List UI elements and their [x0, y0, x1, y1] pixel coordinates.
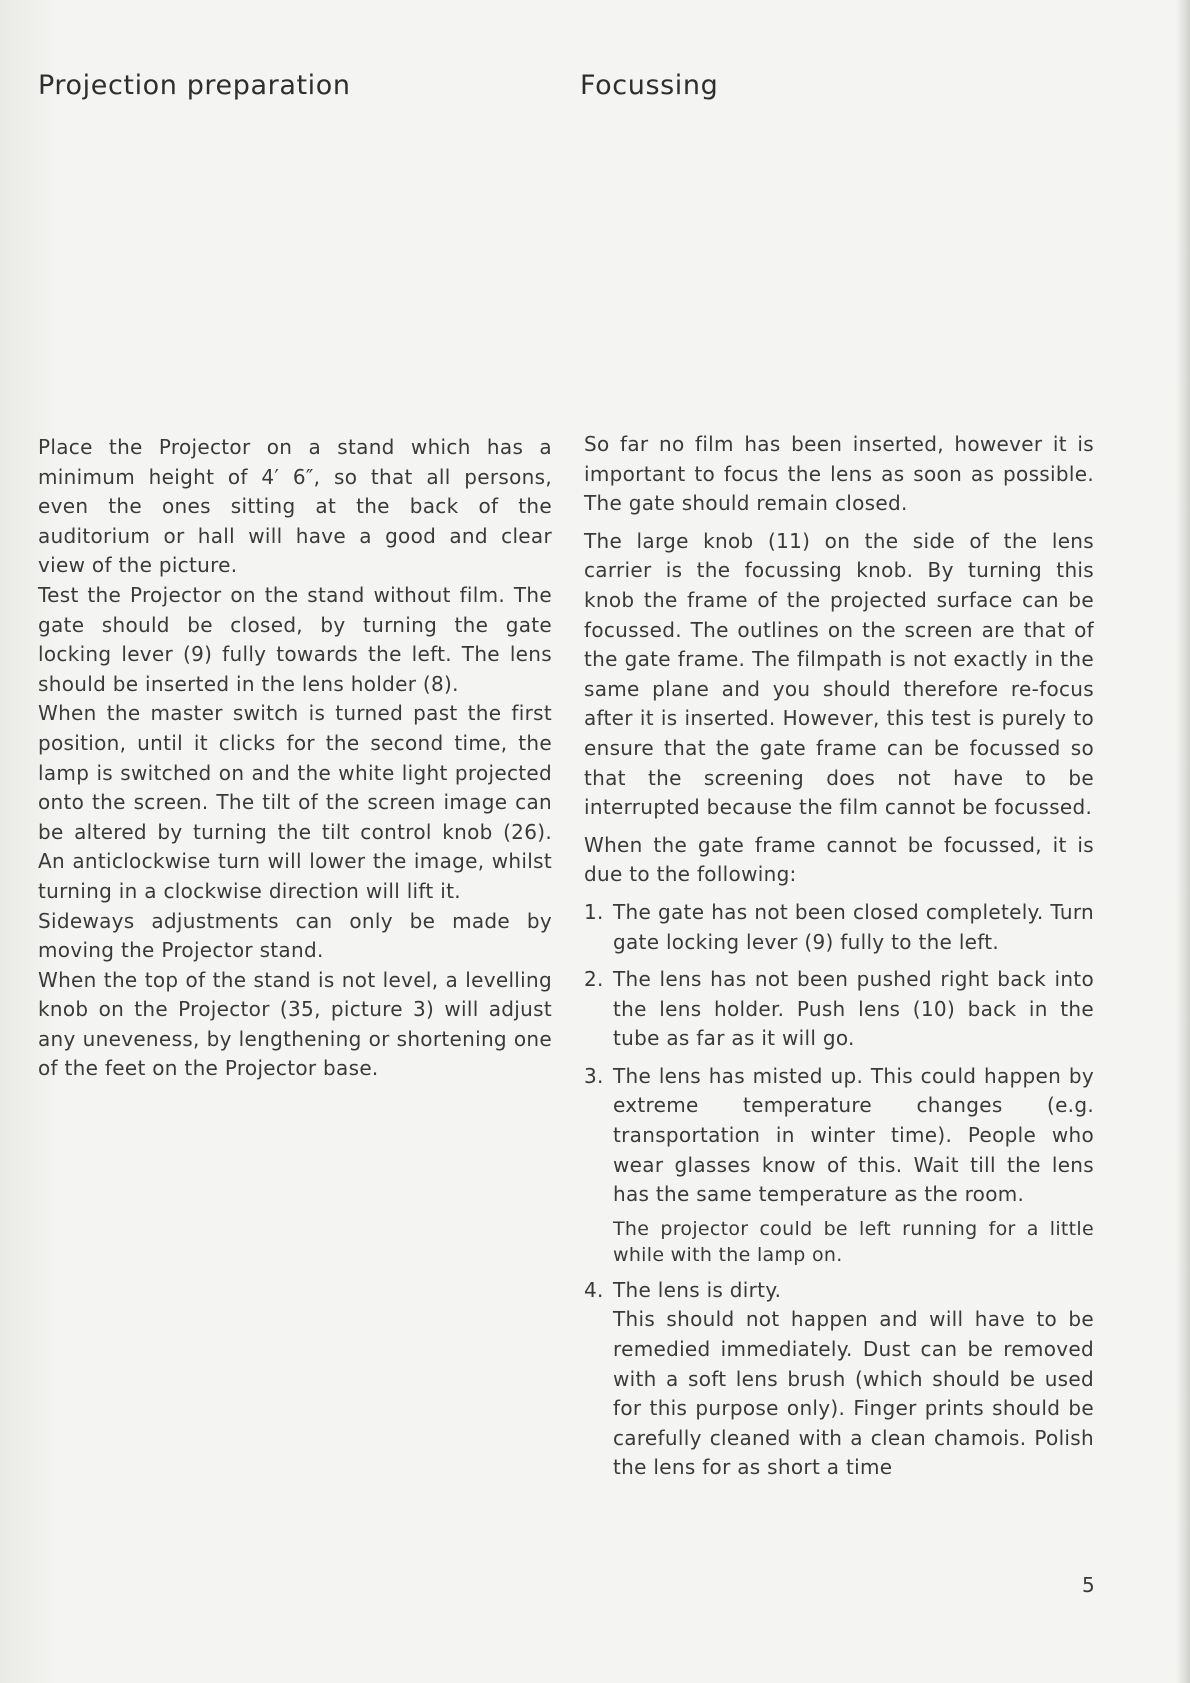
list-item-number: 2.	[584, 967, 604, 992]
list-item	[584, 1276, 1094, 1483]
list-item-text: The gate has not been closed completely. Turn gate locking lever (9) fully to the left.	[613, 899, 1094, 954]
causes-list	[584, 898, 1094, 1483]
paragraph: When the gate frame cannot be focussed, it is due to the following:	[584, 832, 1094, 887]
list-item-note: The projector could be left running for a little while with the lamp on.	[613, 1217, 1094, 1266]
section-heading-projection-preparation: Projection preparation	[38, 70, 351, 101]
paragraph: The large knob (11) on the side of the lens carrier is the focussing knob. By turning this knob the frame of the projected surface can be focussed. The outlines on the screen are that of the gate frame. The filmpath is not exactly in the same plane and you should therefore re-focus after it is inserted. However, this test is purely to ensure that the gate frame can be focussed so that the screening does not have to be interrupted because the film cannot be focussed.	[584, 528, 1094, 820]
list-item	[584, 965, 1094, 1054]
paragraph: Sideways adjustments can only be made by moving the Projector stand.	[38, 908, 552, 963]
list-item	[584, 1062, 1094, 1268]
page-number: 5	[1082, 1573, 1095, 1597]
list-item-text: The lens is dirty.	[613, 1277, 782, 1302]
list-item-number: 1.	[584, 899, 604, 924]
list-item-note: This should not happen and will have to be remedied immediately. Dust can be removed with a soft lens brush (which should be used for this purpose only). Finger prints should be carefully cleaned with a clean chamois. Polish the lens for as short a time	[613, 1307, 1094, 1480]
paragraph: So far no film has been inserted, however it is important to focus the lens as soon as possible. The gate should remain closed.	[584, 432, 1094, 516]
paragraph: Place the Projector on a stand which has a minimum height of 4′ 6″, so that all persons, even the ones sitting at the back of the auditorium or hall will have a good and clear view of the picture.	[38, 435, 552, 578]
section-heading-focussing: Focussing	[580, 70, 719, 101]
list-item-number: 3.	[584, 1063, 604, 1088]
list-item-text: The lens has not been pushed right back into the lens holder. Push lens (10) back in the tube as far as it will go.	[613, 967, 1094, 1051]
paragraph: When the master switch is turned past the first position, until it clicks for the second time, the lamp is switched on and the white light projected onto the screen. The tilt of the screen image can be altered by turning the tilt control knob (26). An anticlockwise turn will lower the image, whilst turning in a clockwise direction will lift it.	[38, 701, 552, 903]
page-edge	[1176, 0, 1190, 1683]
right-column-body	[584, 430, 1094, 1491]
paragraph: When the top of the stand is not level, a levelling knob on the Projector (35, picture 3) will adjust any uneveness, by lengthening or shortening one of the feet on the Projector base.	[38, 967, 552, 1081]
list-item	[584, 898, 1094, 957]
list-item-number: 4.	[584, 1277, 604, 1302]
left-column-body	[38, 433, 552, 1084]
list-item-text: The lens has misted up. This could happen by extreme temperature changes (e.g. transportation in winter time). People who wear glasses know of this. Wait till the lens has the same temperature as the room.	[613, 1063, 1094, 1207]
paragraph: Test the Projector on the stand without film. The gate should be closed, by turning the gate locking lever (9) fully towards the left. The lens should be inserted in the lens holder (8).	[38, 582, 552, 696]
